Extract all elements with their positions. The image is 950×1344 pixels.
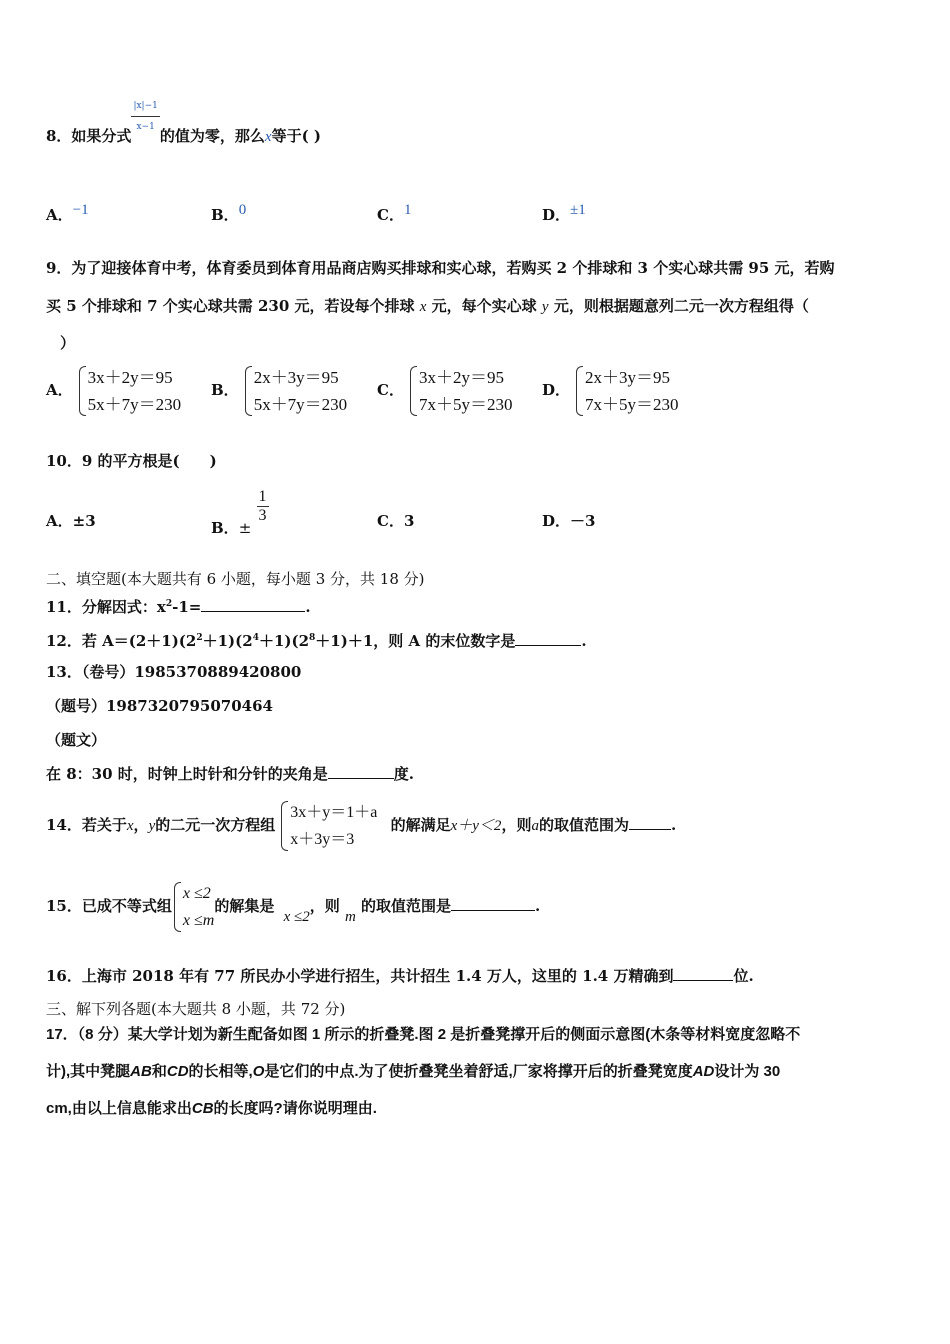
q10-stem: 10．9 的平方根是( ) (46, 452, 217, 470)
q12-answer-blank[interactable] (515, 631, 581, 646)
q8-option-d[interactable]: D．±1 (542, 202, 586, 224)
q13-juanhao: 13．（卷号）1985370889420800 (46, 663, 302, 681)
q13-tiwen: （题文） (46, 731, 107, 749)
q10-option-d[interactable]: D．－3 (542, 512, 596, 530)
q9-line3: ） (60, 334, 76, 352)
q15-answer-blank[interactable] (451, 896, 535, 911)
q14: 14．若关于x，y的二元一次方程组 3x＋y＝1＋a x＋3y＝3 的解满足x＋y＜2，则a的取值范围为 . (46, 799, 676, 853)
q12: 12．若 $A=(2+1)(2^2+1)(2^4+1)(2^8+1)+1$，则 A 的末位数字是 . (46, 632, 587, 650)
q8-fraction: $\frac{|x|-1}{x-1}$ (131, 96, 159, 137)
q8-option-a[interactable]: A．−1 (46, 202, 89, 224)
q8-stem: 8．如果分式 $\frac{|x|-1}{x-1}$ 的值为零，那么x等于( ) (46, 126, 321, 147)
q9-option-c[interactable]: C． 3x＋2y＝95 7x＋5y＝230 (377, 364, 512, 418)
q16-answer-blank[interactable] (673, 966, 733, 981)
q13-tihao: （题号）1987320795070464 (46, 697, 273, 715)
q10-option-c[interactable]: C．3 (377, 512, 415, 530)
q11: 11．分解因式：$x^2-1=$ . (46, 598, 311, 616)
q9-option-b[interactable]: B． 2x＋3y＝95 5x＋7y＝230 (211, 364, 347, 418)
q15: 15．已成不等式组 x ≤2 x ≤m 的解集是 x ≤2，则 m 的取值范围是 . (46, 880, 540, 934)
q16: 16．上海市 2018 年有 77 所民办小学进行招生，共计招生 1.4 万人，这里的 1.4 万精确到 位. (46, 967, 754, 985)
q9-option-a[interactable]: A． 3x＋2y＝95 5x＋7y＝230 (46, 364, 181, 418)
q13-answer-blank[interactable] (328, 764, 394, 779)
q11-answer-blank[interactable] (201, 597, 305, 612)
q9-line1: 9．为了迎接体育中考，体育委员到体育用品商店购买排球和实心球，若购买 2 个排球和 3 个实心球共需 95 元，若购 (46, 259, 835, 277)
q9-line2: 买 5 个排球和 7 个实心球共需 230 元，若设每个排球 x 元，每个实心球 y 元，则根据题意列二元一次方程组得（ (46, 297, 809, 315)
section-3-heading: 三、解下列各题(本大题共 8 小题，共 72 分) (46, 1000, 346, 1018)
q17-line1: 17．（8 分）某大学计划为新生配备如图 1 所示的折叠凳.图 2 是折叠凳撑开后的侧面示意图(木条等材料宽度忽略不 (46, 1026, 801, 1043)
q10-fraction: $\frac{1}{3}$ (258, 488, 267, 524)
q8-option-b[interactable]: B．0 (211, 202, 247, 224)
q17-line2: 计),其中凳腿AB和CD的长相等,O是它们的中点.为了使折叠凳坐着舒适,厂家将撑开后的折叠凳宽度AD设计为 30 (46, 1063, 781, 1080)
q8-option-c[interactable]: C．1 (377, 202, 412, 224)
q14-answer-blank[interactable] (629, 815, 671, 830)
q17-line3: cm,由以上信息能求出CB的长度吗?请你说明理由. (46, 1100, 377, 1117)
q9-option-d[interactable]: D． 2x＋3y＝95 7x＋5y＝230 (542, 364, 679, 418)
q10-option-a[interactable]: A．±3 (46, 512, 96, 530)
section-2-heading: 二、填空题(本大题共有 6 小题，每小题 3 分，共 18 分) (46, 570, 425, 588)
q13-body: 在 8：30 时，时钟上时针和分针的夹角是 度. (46, 765, 414, 783)
q10-option-b[interactable]: B．± $\frac{1}{3}$ (211, 488, 267, 537)
